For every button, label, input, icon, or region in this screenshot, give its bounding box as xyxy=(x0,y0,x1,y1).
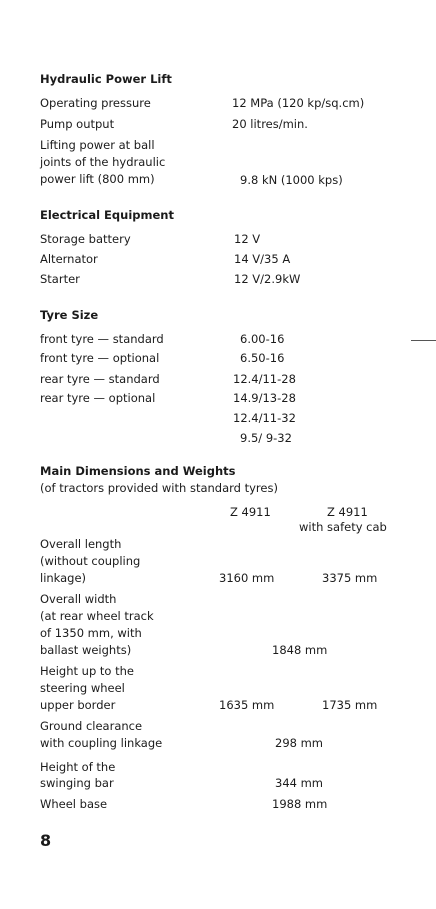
spec-value-pump-output: 20 litres/min. xyxy=(232,117,308,131)
spec-value-rear-tyre-standard: 12.4/11-28 xyxy=(233,372,296,386)
spec-label-operating-pressure: Operating pressure xyxy=(40,96,151,110)
section-subheading-dimensions: (of tractors provided with standard tyres) xyxy=(40,481,278,495)
dim-label-swinging-bar-line1: Height of the xyxy=(40,760,116,774)
spec-label-pump-output: Pump output xyxy=(40,117,115,131)
column-header-z4911: Z 4911 xyxy=(230,505,271,519)
column-header-z4911-cab-line2: with safety cab xyxy=(299,520,387,534)
dim-label-overall-width-line2: (at rear wheel track xyxy=(40,609,154,623)
spec-value-rear-tyre-optional-1: 14.9/13-28 xyxy=(233,391,296,405)
dim-label-height-line3: upper border xyxy=(40,698,116,712)
dim-value-height-z4911: 1635 mm xyxy=(219,698,275,712)
dim-value-overall-length-z4911: 3160 mm xyxy=(219,571,275,585)
dim-label-height-line1: Height up to the xyxy=(40,664,134,678)
column-header-z4911-cab-line1: Z 4911 xyxy=(327,505,368,519)
section-heading-hydraulic: Hydraulic Power Lift xyxy=(40,72,172,86)
spec-label-lifting-power-line1: Lifting power at ball xyxy=(40,138,155,152)
dim-value-wheel-base: 1988 mm xyxy=(272,797,328,811)
dim-label-overall-width-line1: Overall width xyxy=(40,592,117,606)
dim-value-overall-width: 1848 mm xyxy=(272,643,328,657)
spec-value-operating-pressure: 12 MPa (120 kp/sq.cm) xyxy=(232,96,365,110)
dim-label-swinging-bar-line2: swinging bar xyxy=(40,776,114,790)
spec-label-lifting-power-line2: joints of the hydraulic xyxy=(40,155,166,169)
dim-label-ground-clearance-line2: with coupling linkage xyxy=(40,736,163,750)
spec-value-front-tyre-standard: 6.00-16 xyxy=(240,332,285,346)
dim-value-swinging-bar: 344 mm xyxy=(275,776,324,790)
spec-value-lifting-power: 9.8 kN (1000 kps) xyxy=(240,173,343,187)
spec-label-front-tyre-standard: front tyre — standard xyxy=(40,332,164,346)
spec-value-front-tyre-optional: 6.50-16 xyxy=(240,351,285,365)
dim-label-overall-length-line1: Overall length xyxy=(40,537,122,551)
spec-label-starter: Starter xyxy=(40,272,80,286)
spec-label-rear-tyre-optional: rear tyre — optional xyxy=(40,391,156,405)
spec-label-storage-battery: Storage battery xyxy=(40,232,131,246)
spec-label-alternator: Alternator xyxy=(40,252,98,266)
dim-label-overall-length-line3: linkage) xyxy=(40,571,87,585)
spec-value-starter: 12 V/2.9kW xyxy=(234,272,301,286)
page-number: 8 xyxy=(40,831,52,850)
section-heading-dimensions: Main Dimensions and Weights xyxy=(40,464,236,478)
dim-label-overall-width-line4: ballast weights) xyxy=(40,643,132,657)
spec-label-rear-tyre-standard: rear tyre — standard xyxy=(40,372,160,386)
dim-label-height-line2: steering wheel xyxy=(40,681,125,695)
dim-label-overall-width-line3: of 1350 mm, with xyxy=(40,626,142,640)
dim-value-overall-length-cab: 3375 mm xyxy=(322,571,378,585)
dim-label-wheel-base: Wheel base xyxy=(40,797,108,811)
spec-label-front-tyre-optional: front tyre — optional xyxy=(40,351,160,365)
dim-label-ground-clearance-line1: Ground clearance xyxy=(40,719,143,733)
spec-value-rear-tyre-optional-3: 9.5/ 9-32 xyxy=(240,431,292,445)
spec-value-rear-tyre-optional-2: 12.4/11-32 xyxy=(233,411,296,425)
dim-value-ground-clearance: 298 mm xyxy=(275,736,324,750)
spec-label-lifting-power-line3: power lift (800 mm) xyxy=(40,172,155,186)
spec-value-storage-battery: 12 V xyxy=(234,232,261,246)
margin-rule xyxy=(411,340,436,341)
spec-value-alternator: 14 V/35 A xyxy=(234,252,291,266)
section-heading-tyres: Tyre Size xyxy=(40,308,99,322)
dim-label-overall-length-line2: (without coupling xyxy=(40,554,141,568)
dim-value-height-cab: 1735 mm xyxy=(322,698,378,712)
section-heading-electrical: Electrical Equipment xyxy=(40,208,174,222)
